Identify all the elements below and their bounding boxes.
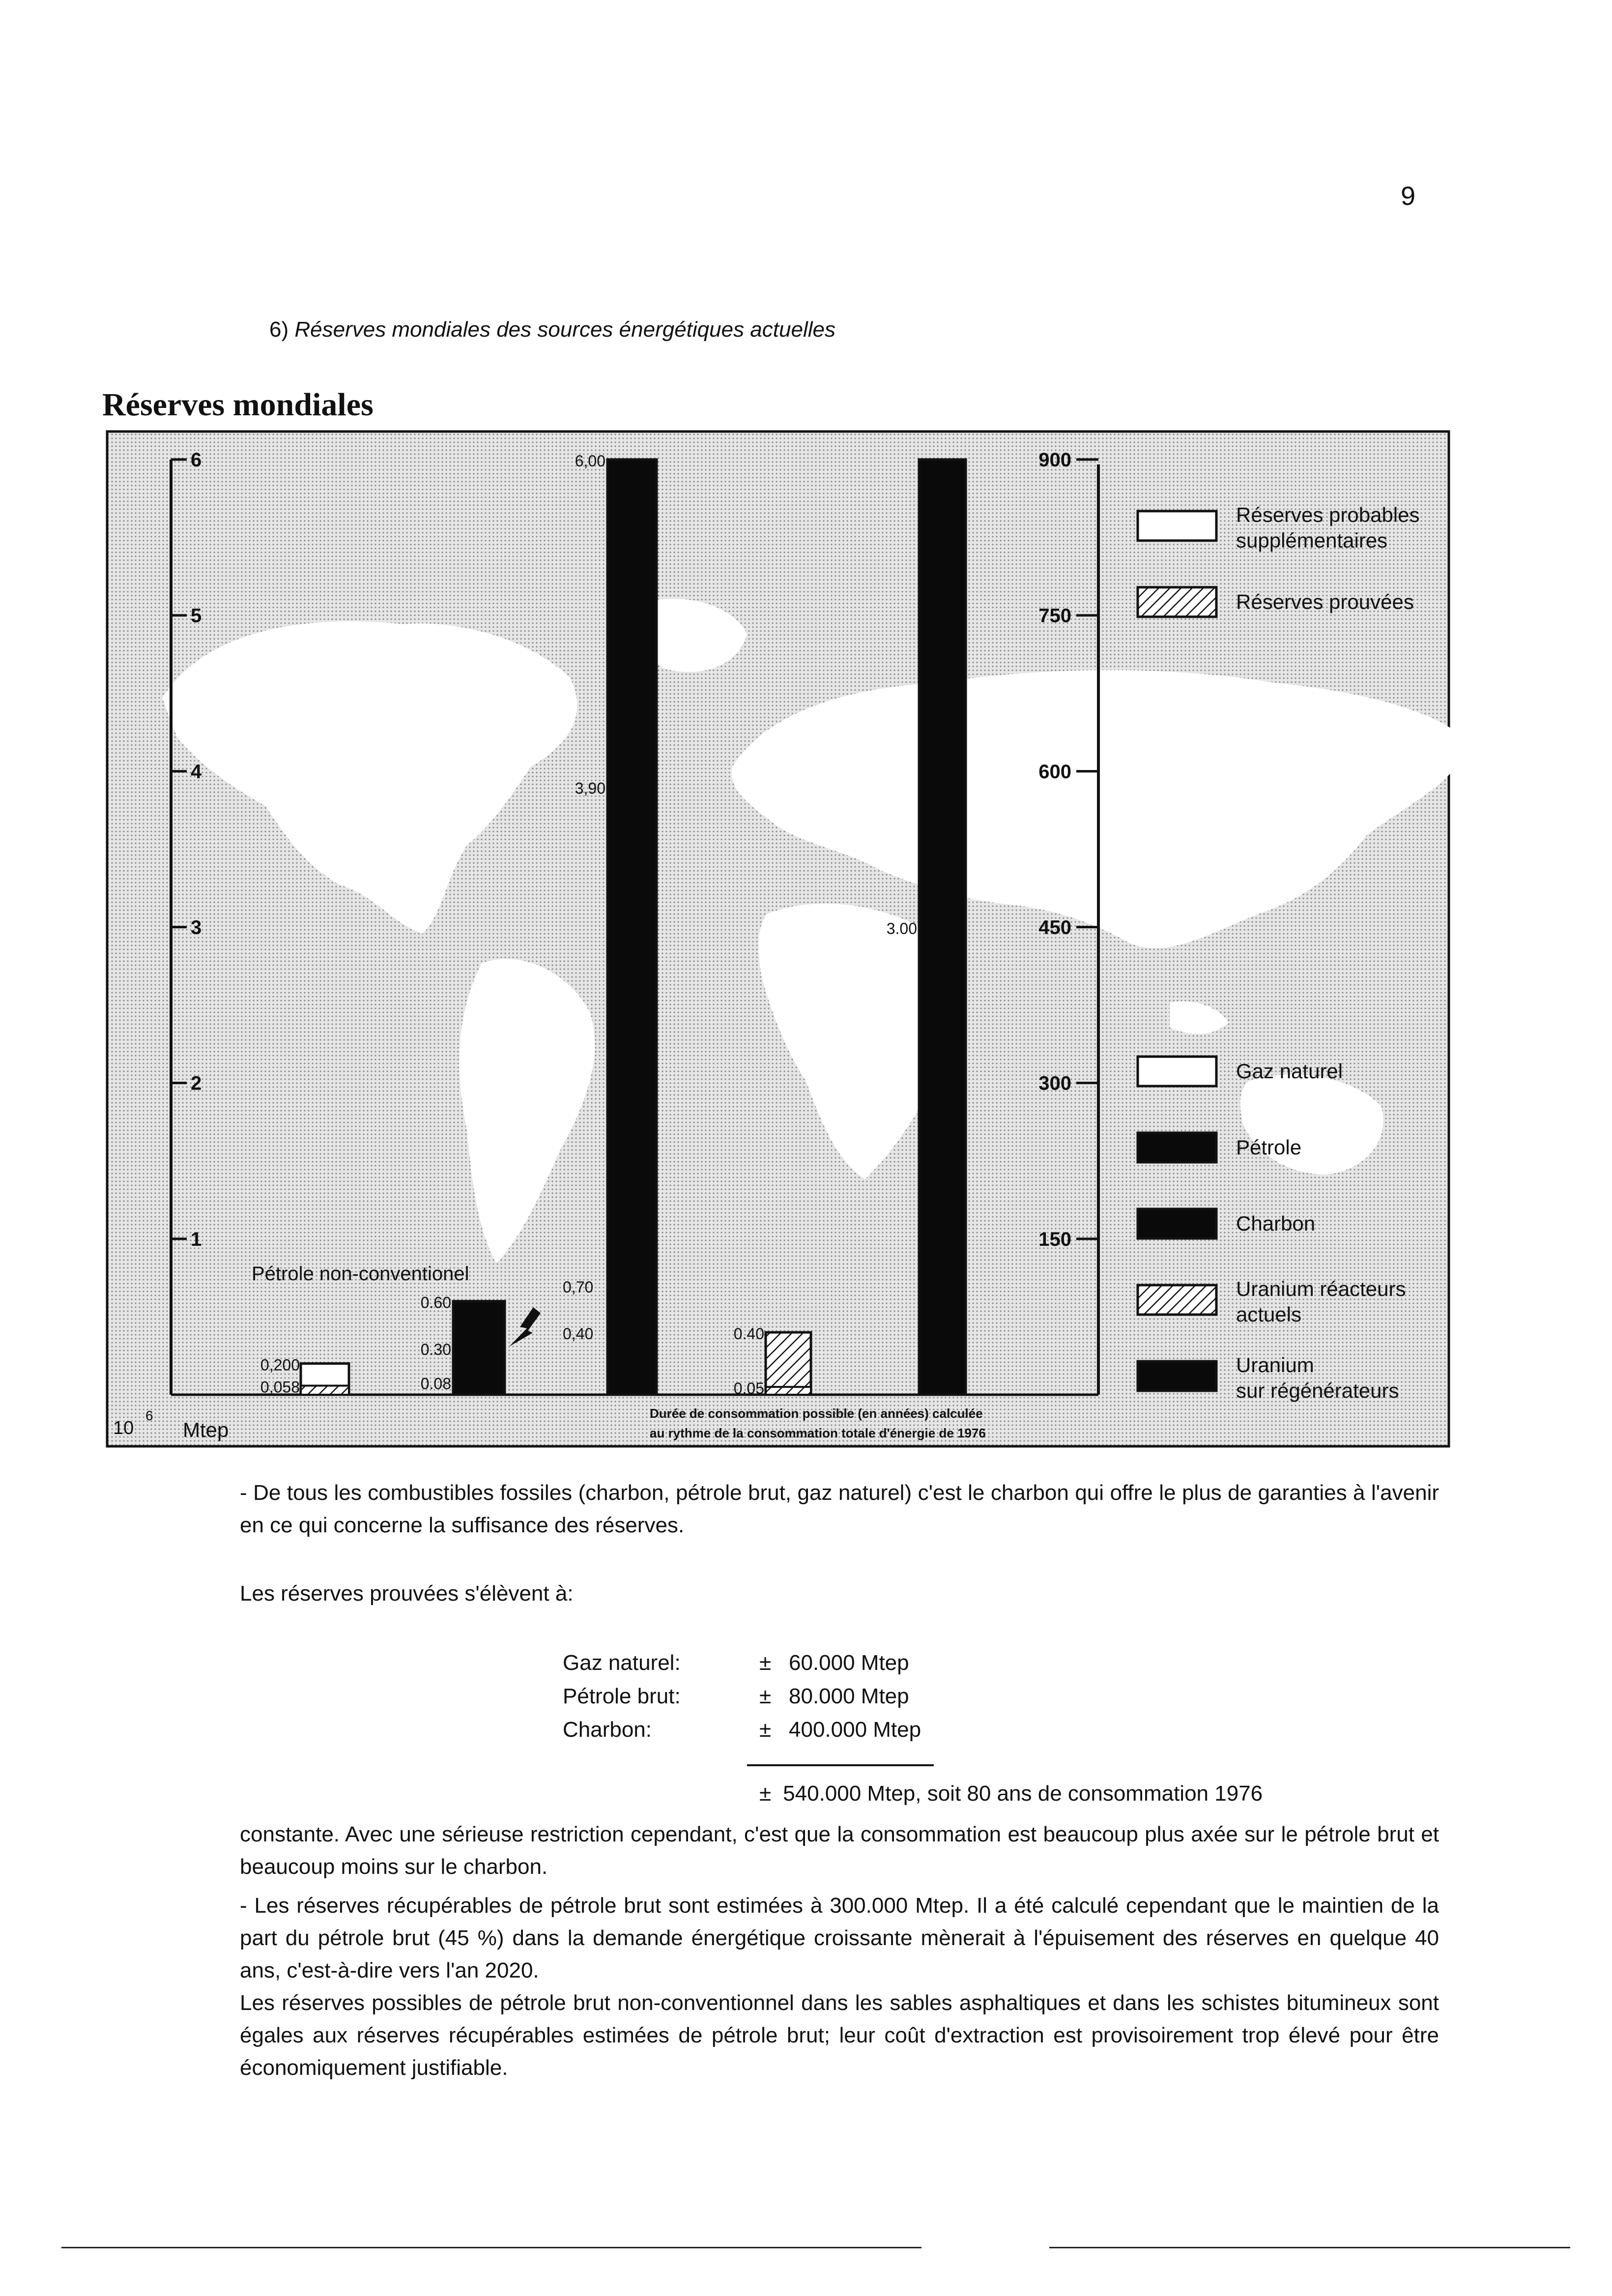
right-axis-tick-label: 900 [1038, 449, 1071, 471]
reserves-label: Charbon: [563, 1718, 652, 1742]
plus-minus-sign: ± [759, 1718, 772, 1742]
right-axis-caption-line2: au rythme de la consommation totale d'énergie de 1976 [650, 1426, 986, 1440]
left-axis-unit-label: Mtep [183, 1418, 229, 1441]
footer-rule-right [1049, 2247, 1570, 2248]
bar-value-label: 0,058 [260, 1378, 300, 1396]
bar-value-label: 0,200 [260, 1356, 300, 1374]
legend-swatch [1138, 587, 1216, 617]
legend-swatch [1138, 1285, 1216, 1315]
bar-proven-segment [766, 1387, 811, 1395]
reserves-value: 60.000 Mtep [789, 1651, 909, 1675]
legend-swatch [1138, 1133, 1216, 1162]
petrole-non-conventionel-label: Pétrole non-conventionel [252, 1263, 469, 1285]
chart-title: Réserves mondiales [102, 387, 374, 423]
page-number: 9 [1401, 181, 1416, 211]
left-axis-unit-base: 10 [113, 1418, 134, 1438]
left-axis-tick-label: 2 [191, 1072, 202, 1094]
legend-swatch [1138, 1209, 1216, 1238]
paragraph-5: Les réserves possibles de pétrole brut non-conventionnel dans les sables asphaltiques et dans les schistes bitumineux sont égales aux réserves récupérables estimées de pétrole brut; leur coût d'extraction est provisoirement trop élevé pour être économiquement justifiable. [240, 1991, 1439, 2080]
left-axis-tick-label: 5 [191, 605, 202, 627]
bar-value-label: 3,90 [575, 779, 605, 798]
left-axis-tick-label: 3 [191, 917, 202, 939]
paragraph-1: - De tous les combustibles fossiles (charbon, pétrole brut, gaz naturel) c'est le charbon qui offre le plus de garanties à l'avenir en ce qui concerne la suffisance des réserves. [240, 1481, 1439, 1537]
reserves-value: 400.000 Mtep [789, 1718, 921, 1742]
bar-value-label: 0.05 [733, 1379, 764, 1398]
bar-value-label: 0.30 [420, 1340, 451, 1358]
bar [453, 1301, 505, 1395]
right-axis-tick-label: 150 [1038, 1228, 1071, 1250]
paragraph-2: Les réserves prouvées s'élèvent à: [240, 1581, 574, 1606]
left-axis-unit-exponent: 6 [145, 1408, 153, 1423]
bar-value-label: 0.60 [420, 1293, 451, 1312]
legend-swatch [1138, 1057, 1216, 1086]
bar-value-label: 0.40 [733, 1325, 764, 1343]
bar-value-label: 6,00 [575, 452, 605, 470]
plus-minus-sign: ± [759, 1684, 772, 1708]
right-axis-caption-line1: Durée de consommation possible (en années) calculée [650, 1406, 983, 1421]
legend-label: actuels [1236, 1303, 1302, 1326]
plus-minus-sign: ± [759, 1781, 772, 1806]
reserves-total-value: 540.000 Mtep, soit 80 ans de consommation 1976 [783, 1781, 1263, 1806]
sum-line [747, 1764, 934, 1766]
legend-label: Uranium [1236, 1353, 1314, 1377]
bar-value-label: 0.08 [420, 1375, 451, 1393]
legend-swatch [1138, 1361, 1216, 1391]
right-axis-tick-label: 750 [1038, 605, 1071, 627]
paragraph-4: - Les réserves récupérables de pétrole brut sont estimées à 300.000 Mtep. Il a été calculé cependant que le maintien de la part du pétrole brut (45 %) dans la demande énergétique croissante mènerait à l'épuisement des réserves en quelque 40 ans, c'est-à-dire vers l'an 2020. [240, 1894, 1439, 1982]
section-heading-text: Réserves mondiales des sources énergétiques actuelles [294, 317, 835, 342]
right-axis-tick-label: 450 [1038, 917, 1071, 939]
left-axis-tick-label: 6 [191, 449, 202, 471]
legend-label: Réserves probables [1236, 503, 1420, 526]
right-axis-tick-label: 300 [1038, 1072, 1071, 1094]
plus-minus-sign: ± [759, 1651, 772, 1675]
left-axis-tick-label: 1 [191, 1228, 202, 1250]
bar-proven-segment [301, 1386, 349, 1395]
legend-swatch [1138, 511, 1216, 541]
right-axis-tick-label: 600 [1038, 761, 1071, 783]
legend-label: Charbon [1236, 1212, 1316, 1235]
legend-label: supplémentaires [1236, 529, 1388, 552]
paragraph-3: constante. Avec une sérieuse restriction cependant, c'est que la consommation est beaucoup plus axée sur le pétrole brut et beaucoup moins sur le charbon. [240, 1822, 1439, 1879]
bar [766, 1332, 811, 1395]
reserves-value: 80.000 Mtep [789, 1684, 909, 1708]
section-heading-number: 6) [269, 317, 289, 342]
reserves-label: Gaz naturel: [563, 1651, 681, 1675]
bar-value-label: 0,40 [563, 1325, 594, 1343]
bar-value-label: 3.00 [886, 919, 917, 938]
reserves-total [759, 1781, 1263, 1806]
reserves-label: Pétrole brut: [563, 1684, 681, 1708]
legend-label: Gaz naturel [1236, 1060, 1343, 1083]
footer-rule-left [61, 2247, 921, 2248]
bar-value-label: 0,70 [563, 1278, 594, 1296]
legend-label: Pétrole [1236, 1136, 1302, 1159]
left-axis-tick-label: 4 [191, 761, 202, 783]
bar [607, 459, 657, 1395]
legend-label: Uranium réacteurs [1236, 1277, 1406, 1300]
legend-label: Réserves prouvées [1236, 590, 1414, 613]
bar [919, 459, 966, 1395]
legend-label: sur régénérateurs [1236, 1379, 1399, 1402]
